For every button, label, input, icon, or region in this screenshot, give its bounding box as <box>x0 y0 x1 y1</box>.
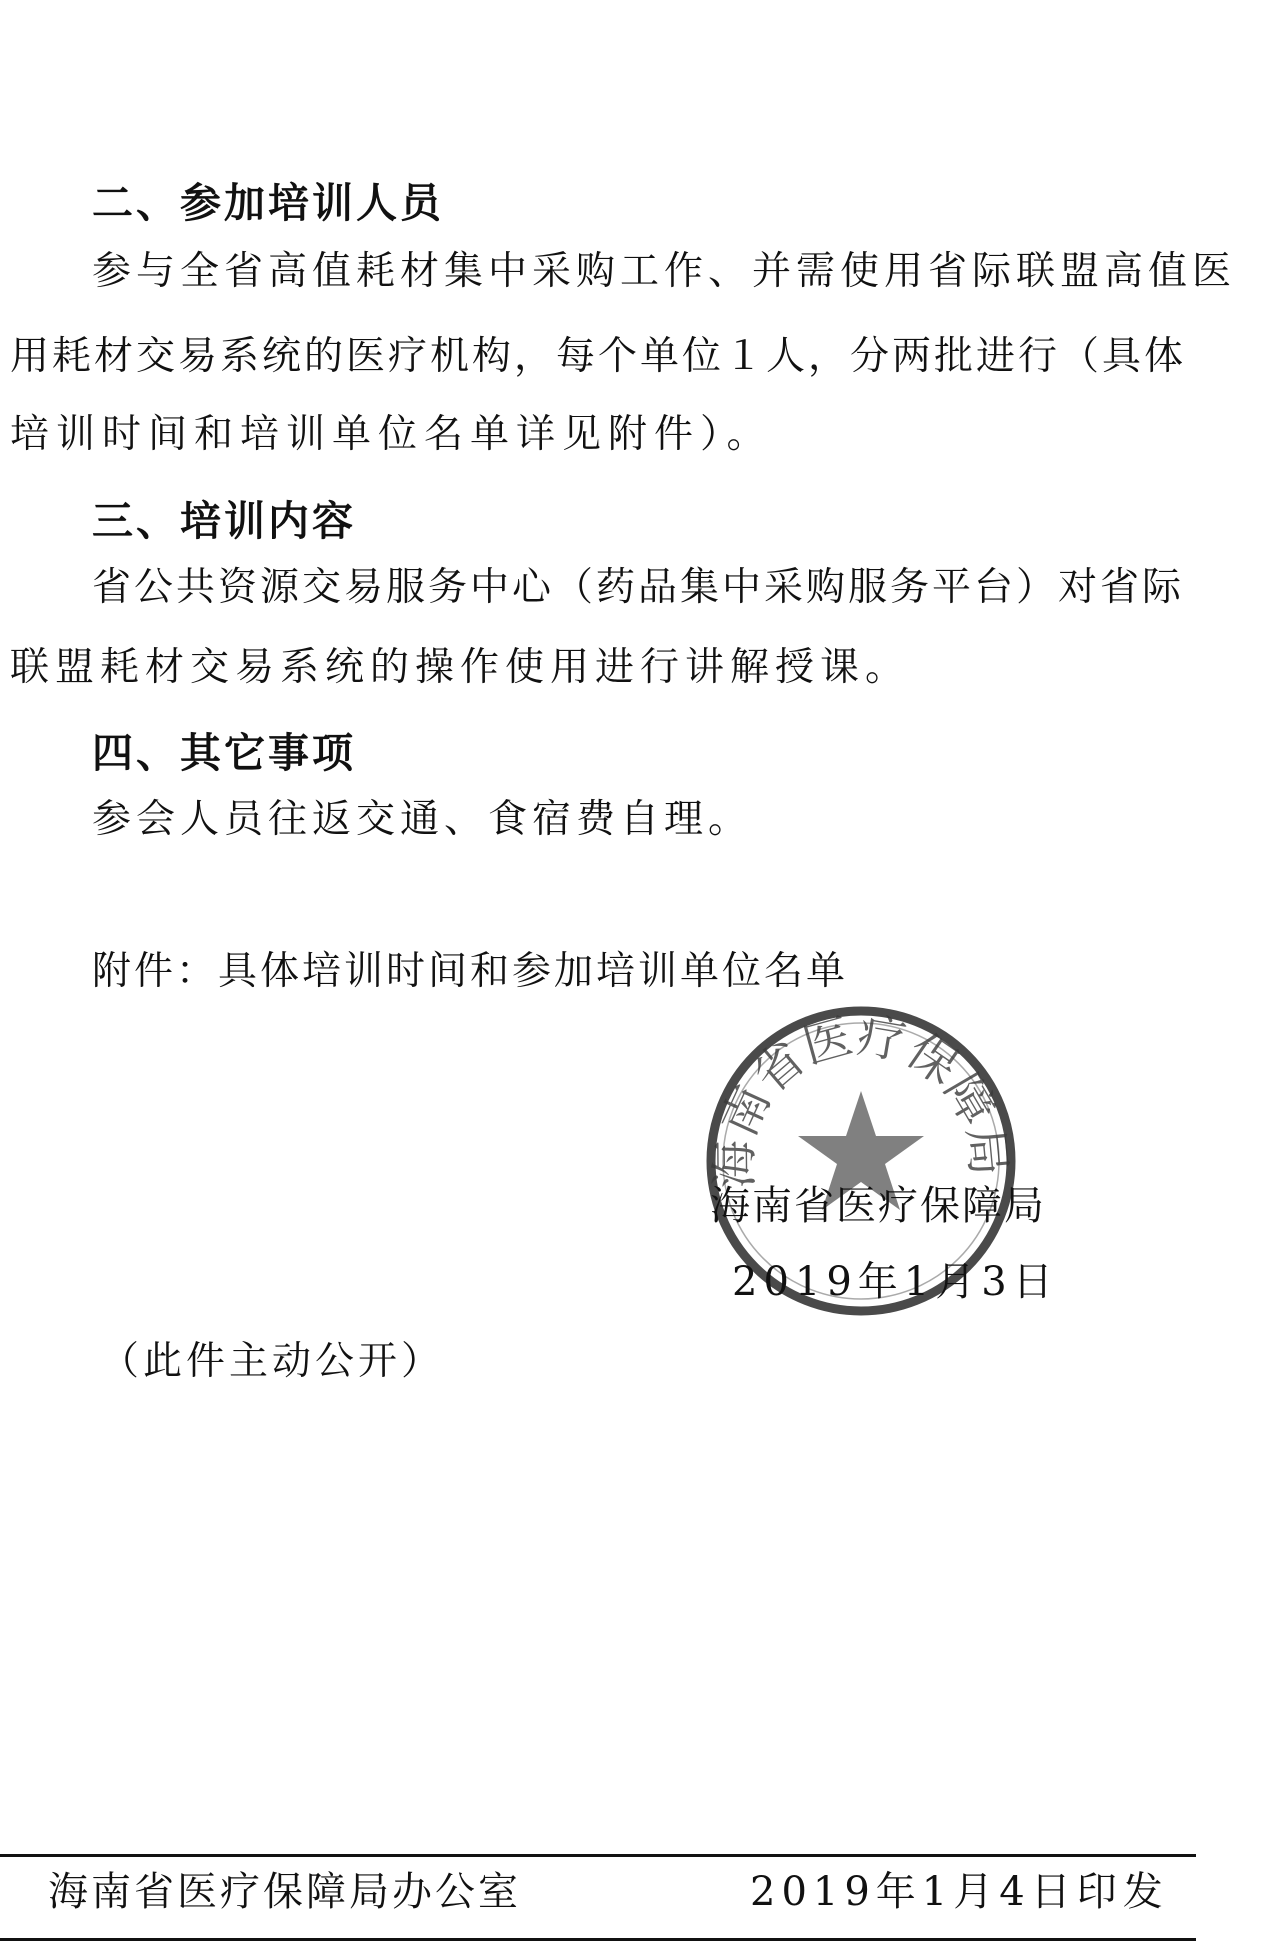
seal-text: 海南省医疗保障局 <box>706 1007 1017 1189</box>
section-heading-other: 四、其它事项 <box>92 729 356 777</box>
paragraph-line: 省公共资源交易服务中心（药品集中采购服务平台）对省际 <box>92 565 1185 610</box>
attachment-note: 附件：具体培训时间和参加培训单位名单 <box>92 949 849 994</box>
signature-org: 海南省医疗保障局 <box>710 1183 1046 1229</box>
footer-bottom-rule <box>0 1938 1196 1941</box>
section-heading-content: 三、培训内容 <box>92 497 356 545</box>
disclosure-note: （此件主动公开） <box>100 1339 445 1384</box>
section-heading-personnel: 二、参加培训人员 <box>92 179 444 227</box>
footer-office: 海南省医疗保障局办公室 <box>48 1869 521 1915</box>
paragraph-line: 参会人员往返交通、食宿费自理。 <box>92 797 753 842</box>
paragraph-line: 联盟耗材交易系统的操作使用进行讲解授课。 <box>10 645 911 690</box>
paragraph-line: 培训时间和培训单位名单详见附件）。 <box>10 412 773 457</box>
signature-date: 2019年1月3日 <box>732 1259 1059 1305</box>
footer-top-rule <box>0 1854 1196 1857</box>
footer-issue-date: 2019年1月4日印发 <box>750 1869 1169 1915</box>
paragraph-line: 参与全省高值耗材集中采购工作、并需使用省际联盟高值医 <box>92 249 1237 294</box>
paragraph-line: 用耗材交易系统的医疗机构，每个单位１人，分两批进行（具体 <box>10 334 1187 379</box>
